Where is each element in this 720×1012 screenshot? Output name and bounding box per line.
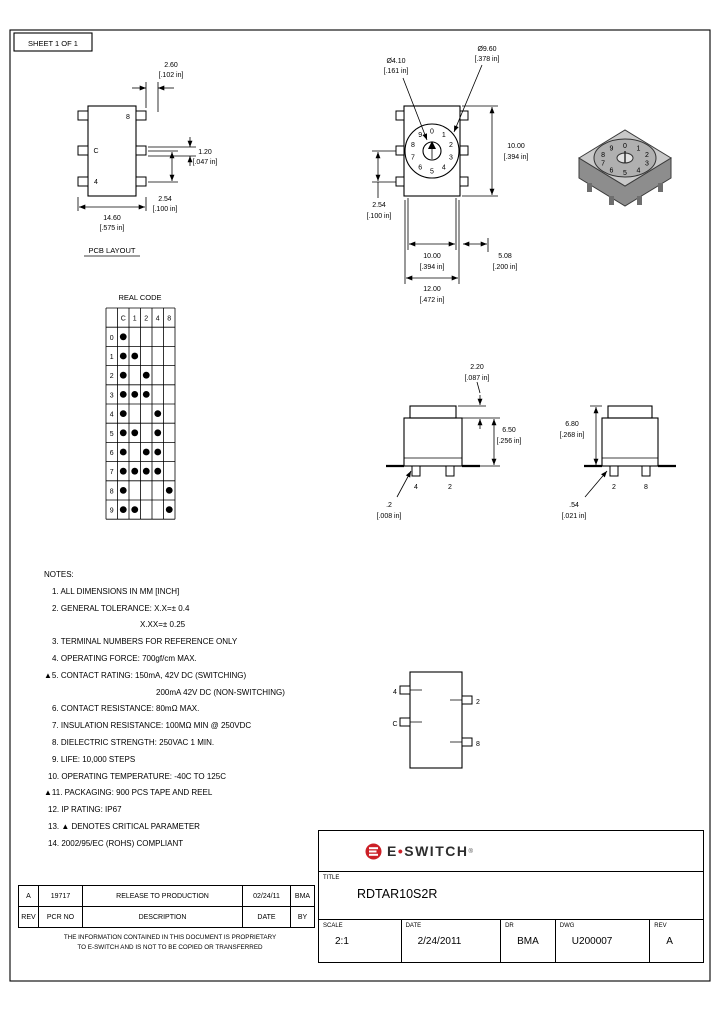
code-dot	[131, 391, 138, 398]
note-line: 13. ▲ DENOTES CRITICAL PARAMETER	[48, 821, 200, 831]
note-line: X.XX=± 0.25	[140, 620, 186, 630]
dial-number: 5	[623, 169, 627, 177]
logo-text	[387, 843, 468, 859]
dial-number: 9	[418, 132, 423, 140]
dim-label: [.102 in]	[158, 72, 184, 79]
pin-label: 2	[476, 699, 480, 706]
code-dot	[154, 468, 161, 475]
pcb-pad	[78, 111, 88, 120]
dim-label: [.378 in]	[474, 56, 500, 63]
pin-label: 4	[414, 484, 418, 491]
code-row-label: 1	[109, 354, 114, 361]
switch-pad	[396, 177, 404, 186]
code-row-label: 4	[109, 411, 114, 419]
code-dot	[131, 506, 138, 513]
schematic-pin-pad	[400, 718, 410, 726]
dim-label: 6.80	[565, 421, 579, 428]
scale-value: 2:1	[335, 936, 349, 947]
dial-number: 4	[441, 164, 446, 172]
code-dot	[120, 429, 127, 436]
side-pin	[446, 466, 454, 476]
code-row-label: 8	[109, 488, 114, 496]
dial-number: 5	[430, 168, 434, 176]
dial-number: 3	[449, 154, 453, 162]
dim-label: 2.60	[164, 62, 178, 69]
schematic-outline	[410, 672, 462, 768]
side-body-outline	[404, 418, 462, 466]
dwg-value: U200007	[571, 936, 613, 947]
dim-label: [.161 in]	[383, 68, 409, 75]
proprietary-note	[36, 933, 304, 952]
revision-cell: 02/24/11	[243, 886, 291, 907]
note-line: ▲11. PACKAGING: 900 PCS TAPE AND REEL	[44, 788, 213, 798]
code-dot	[166, 487, 173, 494]
dim-label: 2.54	[158, 196, 172, 203]
iso-pin	[658, 183, 663, 192]
dim-label: [.100 in]	[366, 213, 392, 220]
title-block-fields	[319, 920, 703, 962]
revision-table	[18, 885, 315, 928]
schematic-pin-pad	[462, 738, 472, 746]
logo-bar	[369, 847, 378, 849]
dim-label: Ø9.60	[477, 46, 497, 53]
code-dot	[131, 353, 138, 360]
code-dot	[143, 391, 150, 398]
note-line: 10. OPERATING TEMPERATURE: -40C TO 125C	[48, 771, 226, 781]
eswitch-logo-icon	[365, 843, 382, 860]
code-dot	[143, 468, 150, 475]
code-dot	[120, 372, 127, 379]
pin-label: 4	[393, 689, 397, 696]
code-col-header: 1	[132, 315, 137, 323]
note-line: 8. DIELECTRIC STRENGTH: 250VAC 1 MIN.	[52, 737, 215, 747]
dial-number: 4	[636, 167, 641, 175]
note-line: 9. LIFE: 10,000 STEPS	[52, 754, 136, 764]
code-row-label: 7	[109, 469, 114, 477]
contact-marks	[410, 690, 462, 742]
leader-line	[585, 471, 607, 497]
code-col-header: C	[120, 315, 126, 323]
eswitch-logo	[365, 843, 473, 860]
dim-label: 12.00	[423, 286, 441, 293]
dim-label: 2.20	[470, 364, 484, 371]
dim-label: [.394 in]	[503, 154, 529, 161]
revision-cell: A	[19, 886, 39, 907]
pcb-layout-view	[78, 62, 218, 256]
dim-label: [.200 in]	[492, 264, 518, 271]
dial-number: 9	[609, 145, 614, 153]
date-cell	[401, 920, 500, 962]
pcb-pad	[78, 146, 88, 155]
dwg-label: DWG	[559, 923, 575, 929]
dial-number: 1	[636, 145, 641, 153]
drafter-label: DR	[505, 923, 514, 929]
note-line: 12. IP RATING: IP67	[48, 805, 122, 815]
revision-row	[19, 907, 315, 928]
code-row-label: 9	[109, 507, 114, 515]
dim-label: [.256 in]	[496, 438, 522, 445]
dial-number: 6	[609, 167, 614, 175]
note-line: ▲5. CONTACT RATING: 150mA, 42V DC (SWITCHING)	[44, 670, 247, 680]
note-line: 1. ALL DIMENSIONS IN MM [INCH]	[52, 586, 180, 596]
code-dot	[154, 429, 161, 436]
code-dot	[154, 449, 161, 456]
schematic-pin-pad	[462, 696, 472, 704]
dim-label: 10.00	[423, 253, 441, 260]
note-line: 7. INSULATION RESISTANCE: 100MΩ MIN @ 250VDC	[52, 721, 252, 731]
drafter-value: BMA	[517, 936, 539, 947]
note-line: 14. 2002/95/EC (ROHS) COMPLIANT	[48, 838, 184, 848]
side-pin	[642, 466, 650, 476]
notes-title: NOTES:	[44, 570, 74, 579]
dim-label: 6.50	[502, 427, 516, 434]
code-dot	[131, 468, 138, 475]
code-dot	[120, 353, 127, 360]
switch-pad	[396, 111, 404, 120]
dim-label: [.575 in]	[99, 225, 125, 232]
code-row-label: 0	[109, 334, 114, 342]
scale-label: SCALE	[323, 923, 343, 929]
proprietary-line-1: THE INFORMATION CONTAINED IN THIS DOCUMENT IS PROPRIETARY	[63, 934, 277, 941]
logo-text-e: E	[387, 843, 398, 859]
notes-list	[44, 584, 354, 853]
pin-label: 2	[448, 484, 452, 491]
pin-label: C	[93, 148, 99, 155]
scale-cell	[319, 920, 401, 962]
real-code-table	[106, 293, 175, 519]
pcb-pad	[136, 111, 146, 120]
pin-label: 2	[612, 484, 616, 491]
logo-bar	[369, 853, 378, 855]
pcb-pad	[136, 177, 146, 186]
logo-row	[319, 831, 703, 872]
code-col-header: 4	[155, 315, 160, 323]
schematic-view	[392, 672, 480, 768]
side-view-b	[560, 406, 676, 520]
dial-number: 7	[601, 160, 606, 168]
dim-label: [.087 in]	[464, 375, 490, 382]
dim-label: .54	[569, 502, 579, 509]
code-dot	[120, 468, 127, 475]
isometric-view	[579, 130, 671, 206]
pin-label: 4	[94, 179, 98, 186]
rev-value: A	[666, 936, 673, 947]
revision-cell: REV	[19, 907, 39, 928]
dim-label: .2	[386, 502, 392, 509]
side-pin	[412, 466, 420, 476]
rev-cell	[649, 920, 703, 962]
dwg-cell	[555, 920, 650, 962]
sheet-label: SHEET 1 OF 1	[28, 39, 78, 48]
revision-cell: BY	[291, 907, 315, 928]
logo-bar	[369, 850, 377, 852]
revision-cell: DATE	[243, 907, 291, 928]
leader-line	[454, 65, 482, 132]
logo-text-switch: SWITCH	[404, 843, 469, 859]
side-view-a	[377, 364, 522, 520]
pcb-pad	[136, 146, 146, 155]
code-dot	[120, 410, 127, 417]
dim-label: [.472 in]	[419, 297, 445, 304]
notes-section	[44, 567, 354, 853]
schematic-pin-pad	[400, 686, 410, 694]
code-dot	[131, 429, 138, 436]
dim-label: [.047 in]	[192, 159, 218, 166]
drafter-cell	[500, 920, 555, 962]
dim-label: Ø4.10	[386, 58, 406, 65]
note-line: 200mA 42V DC (NON-SWITCHING)	[156, 687, 285, 697]
iso-pin	[609, 196, 614, 205]
pin-label: 8	[476, 741, 480, 748]
real-code-title: REAL CODE	[118, 293, 162, 302]
dim-label: 1.20	[198, 149, 212, 156]
dial-number: 0	[430, 128, 434, 136]
title-block	[318, 830, 704, 963]
code-dot	[143, 449, 150, 456]
dial-number: 1	[441, 132, 446, 140]
revision-cell: BMA	[291, 886, 315, 907]
title-row	[319, 872, 703, 920]
code-dot	[120, 449, 127, 456]
date-value: 2/24/2011	[417, 936, 462, 947]
code-dot	[120, 391, 127, 398]
revision-row	[19, 886, 315, 907]
dial-number: 0	[623, 142, 627, 150]
pcb-pad	[78, 177, 88, 186]
code-row-label: 6	[109, 450, 114, 457]
code-dot	[143, 372, 150, 379]
dial-number: 3	[644, 160, 649, 168]
code-row-label: 2	[109, 373, 114, 381]
revision-cell: PCR NO	[39, 907, 83, 928]
dial-number: 7	[411, 154, 415, 162]
note-line: 6. CONTACT RESISTANCE: 80mΩ MAX.	[52, 704, 200, 714]
dim-label: [.100 in]	[152, 206, 178, 213]
pin-label: C	[392, 721, 398, 728]
switch-pad	[396, 146, 404, 155]
iso-pin	[637, 196, 642, 205]
code-dot	[154, 410, 161, 417]
pin-label: 8	[126, 114, 130, 121]
dial-number: 2	[644, 152, 649, 160]
dial-number: 6	[418, 164, 423, 172]
dial-number: 2	[449, 142, 453, 150]
code-dot	[166, 506, 173, 513]
note-line: 3. TERMINAL NUMBERS FOR REFERENCE ONLY	[52, 637, 238, 647]
pin-label: 8	[644, 484, 648, 491]
dim-label: 5.08	[498, 253, 512, 260]
code-dot	[120, 487, 127, 494]
real-code-grid	[106, 308, 175, 519]
note-line: 4. OPERATING FORCE: 700gf/cm MAX.	[52, 653, 197, 663]
note-line: 2. GENERAL TOLERANCE: X.X=± 0.4	[52, 603, 190, 613]
iso-pin	[587, 183, 592, 192]
dim-label: 10.00	[507, 143, 525, 150]
code-col-header: 8	[167, 315, 172, 323]
drawing-title: RDTAR10S2R	[357, 887, 438, 901]
code-row-label: 5	[109, 430, 114, 438]
dial-number: 8	[601, 152, 606, 160]
dim-label: 14.60	[103, 215, 121, 222]
dim-label: [.268 in]	[559, 432, 585, 439]
date-label: DATE	[405, 923, 422, 929]
code-row-label: 3	[109, 392, 114, 400]
dim-label: [.021 in]	[561, 513, 587, 520]
pcb-layout-caption: PCB LAYOUT	[88, 246, 136, 255]
rev-label: REV	[654, 923, 667, 929]
title-label: TITLE	[323, 875, 340, 881]
leader-line	[397, 471, 411, 497]
code-col-header: 2	[144, 315, 149, 323]
code-dot	[120, 333, 127, 340]
logo-registered-mark: ®	[468, 848, 473, 855]
dim-label: [.394 in]	[419, 264, 445, 271]
revision-cell: RELEASE TO PRODUCTION	[83, 886, 243, 907]
dim-label: 2.54	[372, 202, 386, 209]
side-cap-outline	[608, 406, 652, 418]
switch-pad	[460, 146, 468, 155]
side-pin	[610, 466, 618, 476]
top-view	[367, 46, 529, 304]
dim-label: [.008 in]	[376, 513, 402, 520]
dial-number: 8	[411, 142, 415, 150]
switch-pad	[460, 177, 468, 186]
side-cap-outline	[410, 406, 456, 418]
revision-cell: 19717	[39, 886, 83, 907]
proprietary-line-2: TO E-SWITCH AND IS NOT TO BE COPIED OR TRANSFERRED	[77, 943, 263, 951]
code-dot	[120, 506, 127, 513]
revision-cell: DESCRIPTION	[83, 907, 243, 928]
logo-dot: •	[397, 843, 405, 859]
side-body-outline	[602, 418, 658, 466]
